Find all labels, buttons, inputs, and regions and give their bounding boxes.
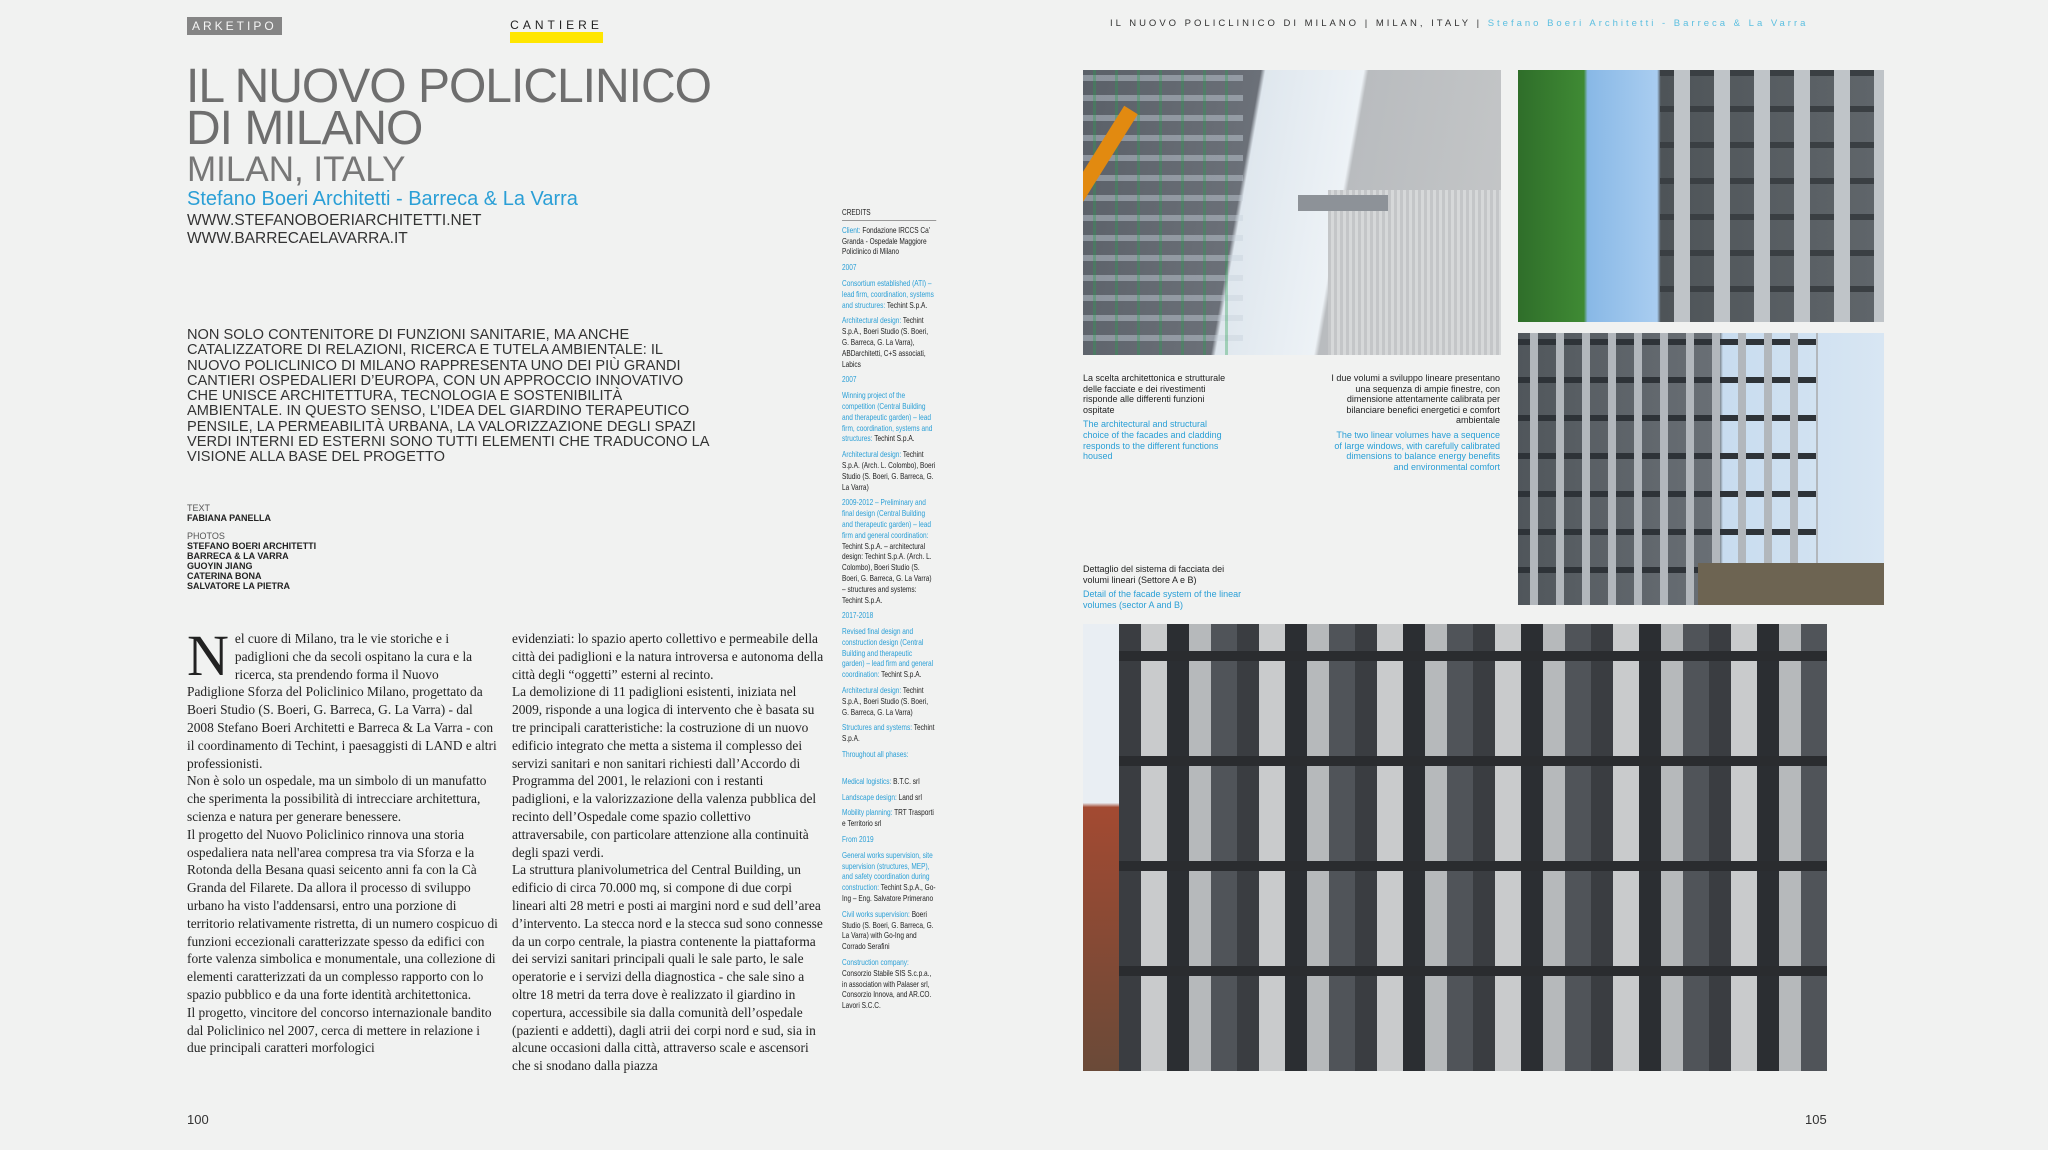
credit-item <box>842 390 936 444</box>
credit-role: From 2019 <box>842 834 874 845</box>
credit-item <box>842 278 936 310</box>
credit-role: Civil works supervision: <box>842 908 910 919</box>
photographer: STEFANO BOERI ARCHITETTI <box>187 541 317 551</box>
magazine-badge: ARKETIPO <box>187 17 282 35</box>
credit-item <box>842 776 936 787</box>
photographer: SALVATORE LA PIETRA <box>187 581 291 591</box>
body-paragraph: el cuore di Milano, tra le vie storiche e i padiglioni che da secoli ospitano la cura e la ricerca, sta prendendo forma il Nuovo Padiglione Sforza del Policlinico Milano, progettato da Boeri Studio (S. Boeri, G. Barreca, G. La Varra) - dal 2008 Stefano Boeri Architetti e Barreca & La Varra - con il coordinamento di Techint, i paesaggisti di LAND e altri professionisti. <box>187 631 497 771</box>
credit-name: B.T.C. srl <box>891 775 920 786</box>
photo-caption <box>1330 373 1500 472</box>
credit-role: Structures and systems: <box>842 722 913 733</box>
photographers-list <box>187 541 316 591</box>
credit-item <box>842 909 936 952</box>
credit-item <box>842 957 936 1011</box>
body-column-1 <box>187 623 499 1057</box>
credit-item <box>842 449 936 492</box>
photos-label: PHOTOS <box>187 531 225 541</box>
credit-item <box>842 610 936 621</box>
credit-name: Techint S.p.A. <box>872 433 915 444</box>
body-column-2 <box>512 630 824 1075</box>
body-paragraph: Il progetto del Nuovo Policlinico rinnova una storia ospedaliera nata nell'area compresa tra via Sforza e la Rotonda della Besana quasi seicento anni fa con la Cà Granda del Filarete. Da allora il processo di sviluppo urbano ha visto l'addensarsi, entro una porzione di territorio relativamente ristretta, di un numero cospicuo di funzioni eccezionali caratterizzate spesso da edifici con forte valenza simbolica e monumentale, una collezione di elementi caratterizzati da un complesso rapporto con lo spazio pubblico e da una forte identità architettonica. <box>187 826 498 1002</box>
credit-role: 2017-2018 <box>842 610 874 621</box>
credit-role: Architectural design: <box>842 315 902 326</box>
credit-role: Throughout all phases: <box>842 749 909 760</box>
photographer: CATERINA BONA <box>187 571 262 581</box>
project-credits <box>842 207 936 1016</box>
running-title: IL NUOVO POLICLINICO DI MILANO | MILAN, ITALY | <box>1110 18 1483 29</box>
section-label: CANTIERE <box>510 19 603 43</box>
firm-url[interactable]: WWW.BARRECAELAVARRA.IT <box>187 230 408 247</box>
photo-facade-trees <box>1518 70 1884 322</box>
drop-cap: N <box>187 623 229 688</box>
credit-role: 2007 <box>842 374 857 385</box>
credit-name: Techint S.p.A., Go-Ing – Eng. Salvatore Primerano <box>842 882 936 904</box>
credit-name: Techint S.p.A. – architectural design: Techint S.p.A. (Arch. L. Colombo), Boeri Studio (S. Boeri, G. Barreca, G. La Varra) – structures and systems: Techint S.p.A. <box>842 540 932 605</box>
credit-name: Techint S.p.A., Boeri Studio (S. Boeri, G. Barreca, G. La Varra) <box>842 685 929 717</box>
body-paragraph: La demolizione di 11 padiglioni esistenti, iniziata nel 2009, risponde a una logica di intervento che è basata su tre principali caratteristiche: la costruzione di un nuovo edificio integrato che metta a sistema il complesso dei servizi sanitari e non sanitari richiesti dall’Accordo di Programma del 2001, le relazioni con i restanti padiglioni, e la valorizzazione della valenza pubblica del recinto dell’Ospedale come spazio collettivo attraversabile, con particolare attenzione alla continuità degli spazi verdi. <box>512 684 817 860</box>
running-header <box>1110 18 1808 29</box>
title-line: IL NUOVO POLICLINICO <box>186 60 712 113</box>
credit-item <box>842 497 936 605</box>
photographer: BARRECA & LA VARRA <box>187 551 289 561</box>
page-number-right: 105 <box>1805 1112 1827 1127</box>
article-abstract: NON SOLO CONTENITORE DI FUNZIONI SANITARIE, MA ANCHE CATALIZZATORE DI RELAZIONI, RICERCA E TUTELA AMBIENTALE: IL NUOVO POLICLINICO DI MILANO RAPPRESENTA UNO DEI PIÙ GRANDI CANTIERI OSPEDALIERI D’EUROPA, CON UN APPROCCIO INNOVATIVO CHE UNISCE ARCHITETTURA, TECNOLOGIA E SOSTENIBILITÀ AMBIENTALE. IN QUESTO SENSO, L’IDEA DEL GIARDINO TERAPEUTICO PENSILE, LA PERMEABILITÀ URBANA, LA VALORIZZAZIONE DEGLI SPAZI VERDI INTERNI ED ESTERNI SONO TUTTI ELEMENTI CHE TRADUCONO LA VISIONE ALLA BASE DEL PROGETTO <box>187 327 709 466</box>
page-number-left: 100 <box>187 1112 209 1127</box>
credit-role: Client: <box>842 224 861 235</box>
caption-italian: Dettaglio del sistema di facciata dei volumi lineari (Settore A e B) <box>1083 564 1225 585</box>
credit-item <box>842 315 936 369</box>
credit-role: Medical logistics: <box>842 775 892 786</box>
body-paragraph: evidenziati: lo spazio aperto collettivo e permeabile della città dei padiglioni e la natura introversa e autonoma della città degli “oggetti” esterni al recinto. <box>512 631 824 682</box>
credit-item <box>842 262 936 273</box>
photo-crane-construction <box>1083 70 1501 355</box>
credit-name: Boeri Studio (S. Boeri, G. Barreca, G. La Varra) with Go-Ing and Corrado Serafini <box>842 908 934 952</box>
credit-name: Techint S.p.A. <box>879 669 922 680</box>
credit-role: 2007 <box>842 262 857 273</box>
body-paragraph: La struttura planivolumetrica del Central Building, un edificio di circa 70.000 mq, si compone di due corpi lineari alti 28 metri e posti ai margini nord e sud dell’area d’intervento. La stecca nord e la stecca sud sono connesse da un corpo centrale, la piastra contenente la piattaforma dei servizi sanitari principali quali le sale parto, le sale operatorie e i servizi della diagnostica - che sale sino a oltre 18 metri da terra dove è realizzato il giardino in copertura, accessibile sia dalla comunità dell’ospedale (pazienti e addetti), dagli atrii dei corpi nord e sud, sia in alcune occasioni dalla città, attraverso scale e ascensori che si snodano dalla piazza <box>512 862 823 1074</box>
credit-item <box>842 722 936 744</box>
credit-name: Consorzio Stabile SIS S.c.p.a., in association with Palaser srl, Consorzio Innova, and AR.CO. Lavori S.C.C. <box>842 967 932 1011</box>
credit-item <box>842 225 936 257</box>
credit-role: Revised final design and construction design (Central Building and therapeutic garden) – lead firm and general coordination: <box>842 626 934 680</box>
photo-linear-volume <box>1518 333 1884 605</box>
credits-heading: CREDITS <box>842 207 936 221</box>
credit-role: Winning project of the competition (Central Building and therapeutic garden) – lead firm, coordination, systems and structures: <box>842 390 933 444</box>
credit-name: TRT Trasporti e Territorio srl <box>842 807 934 829</box>
title-line: DI MILANO <box>186 102 423 155</box>
credit-item <box>842 834 936 845</box>
running-firm: Stefano Boeri Architetti - Barreca & La Varra <box>1487 18 1809 29</box>
caption-english: Detail of the facade system of the linear volumes (sector A and B) <box>1083 589 1242 610</box>
article-firm: Stefano Boeri Architetti - Barreca & La Varra <box>187 188 578 210</box>
credit-role: General works supervision, site supervision (structures, MEP), and safety coordination during construction: <box>842 849 933 893</box>
credit-role: Architectural design: <box>842 449 902 460</box>
credit-role: Consortium established (ATI) – lead firm, coordination, systems and structures: <box>842 277 934 310</box>
article-title <box>186 60 712 155</box>
credit-name: Land srl <box>896 791 922 802</box>
body-paragraph: Non è solo un ospedale, ma un simbolo di un manufatto che sperimenta la possibilità di intrecciare architettura, scienza e natura per generare benessere. <box>187 773 487 824</box>
credit-name: Techint S.p.A. <box>885 299 928 310</box>
credit-item <box>842 792 936 803</box>
photographer: GUOYIN JIANG <box>187 561 253 571</box>
credit-role: Landscape design: <box>842 791 897 802</box>
credit-role: Construction company: <box>842 957 909 968</box>
credit-item <box>842 374 936 385</box>
credit-role: Mobility planning: <box>842 807 893 818</box>
caption-english: The architectural and structural choice of the facades and cladding responds to the different functions housed <box>1083 419 1222 462</box>
text-author: FABIANA PANELLA <box>187 513 271 523</box>
credit-name: Techint S.p.A. (Arch. L. Colombo), Boeri Studio (S. Boeri, G. Barreca, G. La Varra) <box>842 449 936 492</box>
body-paragraph: Il progetto, vincitore del concorso internazionale bandito dal Policlinico nel 2007, cerca di mettere in relazione i due principali caratteri morfologici <box>187 1004 492 1056</box>
credit-item <box>842 850 936 904</box>
credit-role: 2009-2012 – Preliminary and final design (Central Building and therapeutic garden) – lead firm and general coordination: <box>842 497 931 540</box>
credit-name: Techint S.p.A. <box>842 722 935 744</box>
credit-item <box>842 749 936 760</box>
text-label: TEXT <box>187 503 211 513</box>
credit-item <box>842 685 936 717</box>
credit-name: Fondazione IRCCS Ca' Granda - Ospedale Maggiore Policlinico di Milano <box>842 224 931 257</box>
photo-facade-detail <box>1083 624 1827 1071</box>
credit-name: Techint S.p.A., Boeri Studio (S. Boeri, G. Barreca, G. La Varra), ABDarchitetti, C+S associati, Labics <box>842 315 929 369</box>
credit-item <box>842 626 936 680</box>
photo-caption <box>1083 373 1233 462</box>
photo-caption <box>1083 564 1243 610</box>
article-credits <box>187 503 316 591</box>
caption-italian: I due volumi a sviluppo lineare presentano una sequenza di ampie finestre, con dimensione attentamente calibrata per bilanciare benefici energetici e comfort ambientale <box>1331 373 1500 426</box>
credit-item <box>842 807 936 829</box>
caption-italian: La scelta architettonica e strutturale delle facciate e dei rivestimenti risponde alle differenti funzioni ospitate <box>1083 373 1226 415</box>
firm-url[interactable]: WWW.STEFANOBOERIARCHITETTI.NET <box>187 212 482 229</box>
credit-role: Architectural design: <box>842 685 902 696</box>
caption-english: The two linear volumes have a sequence of large windows, with carefully calibrated dimensions to balance energy benefits and environmental comfort <box>1334 429 1500 472</box>
article-location: MILAN, ITALY <box>187 150 406 189</box>
